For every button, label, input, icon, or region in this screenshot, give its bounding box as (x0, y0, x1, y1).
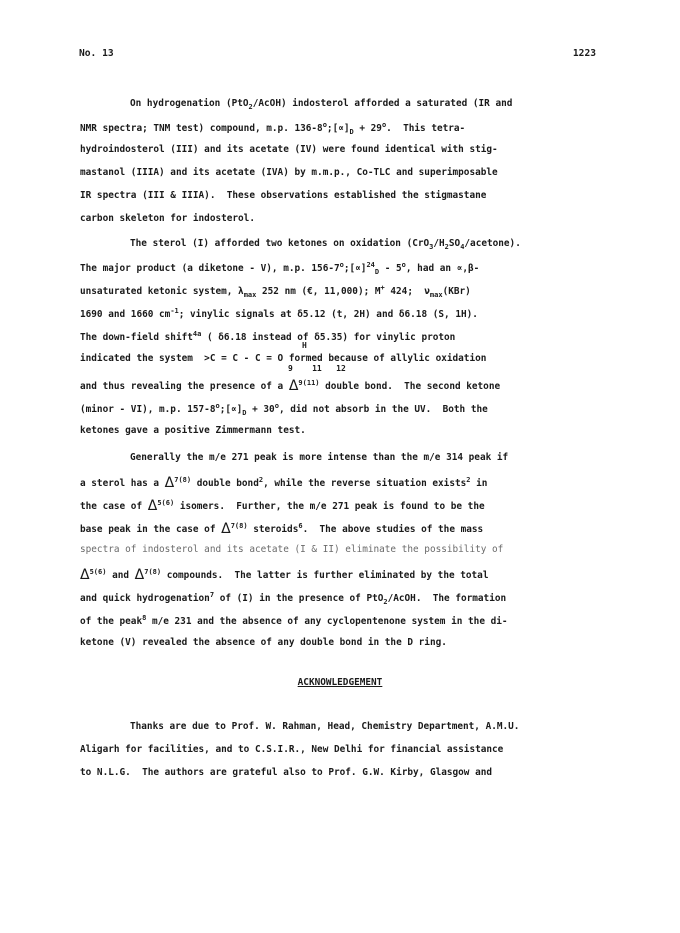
page-number: 1223 (572, 48, 596, 59)
delta-symbol: Δ (164, 475, 175, 491)
text-line: spectra of indosterol and its acetate (I & II) eliminate the possibility of (80, 544, 504, 555)
delta-symbol: Δ (80, 567, 90, 583)
delta-symbol: Δ (147, 498, 158, 514)
delta-symbol: Δ (288, 378, 299, 394)
structure-hydrogen-label: H (302, 341, 307, 350)
text-line: of the peak$^8$ m/e 231 and the absence of any cyclopentenone system in the di- (80, 614, 508, 627)
section-heading-acknowledgement: ACKNOWLEDGEMENT (297, 677, 383, 688)
text-line: The down-field shift$^{4a}$ ( δ6.18 instead of δ5.35) for vinylic proton (80, 330, 456, 343)
text-line: NMR spectra; TNM test) compound, m.p. $136-8^o;[\propto]_D + 29^o$. This tetra- (80, 121, 466, 136)
text-line: and quick hydrogenation$^7$ of (I) in the presence of PtO$_2$/AcOH. The formation (80, 591, 507, 606)
text-line: mastanol (IIIA) and its acetate (IVA) by m.m.p., Co-TLC and superimposable (80, 167, 498, 178)
text-line: Generally the m/e 271 peak is more intense than the m/e 314 peak if (130, 452, 509, 463)
delta-symbol: Δ (134, 567, 145, 583)
text-line: unsaturated ketonic system, $\lambda_{max}$ 252 nm (€, 11,000); M+ 424; $\nu_{max}(KBr)$ (80, 284, 471, 299)
text-line: ketones gave a positive Zimmermann test. (80, 425, 306, 436)
text-line: Thanks are due to Prof. W. Rahman, Head, Chemistry Department, A.M.U. (130, 721, 520, 732)
text-line: ketone (V) revealed the absence of any double bond in the D ring. (80, 637, 447, 648)
text-line: (minor - VI), m.p. $157-8^o;[\propto]_D + 30^o$, did not absorb in the UV. Both the (80, 402, 488, 417)
text-line: carbon skeleton for indosterol. (80, 213, 255, 224)
text-line: hydroindosterol (III) and its acetate (IV) were found identical with stig- (80, 144, 498, 155)
journal-issue: No. 13 (79, 48, 114, 59)
text-line: to N.L.G. The authors are grateful also to Prof. G.W. Kirby, Glasgow and (80, 767, 493, 778)
text-line: indicated the system >C = C - C = O formed because of allylic oxidation (80, 353, 487, 364)
text-line: IR spectra (III & IIIA). These observations established the stigmastane (80, 190, 487, 201)
structure-carbon-numbers: 9 11 12 (288, 364, 346, 373)
text-line: On hydrogenation (PtO$_2$/AcOH) indosterol afforded a saturated (IR and (130, 98, 513, 111)
text-line: $\Delta^{5(6)}$ and $\Delta^{7(8)}$ compounds. The latter is further eliminated by the total (80, 567, 489, 583)
text-line: The sterol (I) afforded two ketones on oxidation $(CrO_3/H_2SO_4/acetone)$. (130, 238, 521, 251)
text-line: Aligarh for facilities, and to C.S.I.R., New Delhi for financial assistance (80, 744, 504, 755)
text-line: 1690 and 1660 $cm^{-1}$; vinylic signals at δ5.12 (t, 2H) and δ6.18 (S, 1H). (80, 307, 478, 320)
text-line: a sterol has a $\Delta^{7(8)}$ double bond$^2$, while the reverse situation exists$^2$ in (80, 475, 488, 491)
text-line: the case of $\Delta^{5(6)}$ isomers. Further, the m/e 271 peak is found to be the (80, 498, 485, 514)
text-line: and thus revealing the presence of a $\Delta^{9(11)}$ double bond. The second ketone (80, 378, 501, 394)
delta-symbol: Δ (221, 521, 231, 537)
text-line: The major product (a diketone - V), m.p. $156-7^o;[\propto]^{24}_D - 5^o$, had an ∝,β- (80, 261, 480, 276)
text-line: base peak in the case of $\Delta^{7(8)}$ steroids$^6$. The above studies of the mass (80, 521, 484, 537)
